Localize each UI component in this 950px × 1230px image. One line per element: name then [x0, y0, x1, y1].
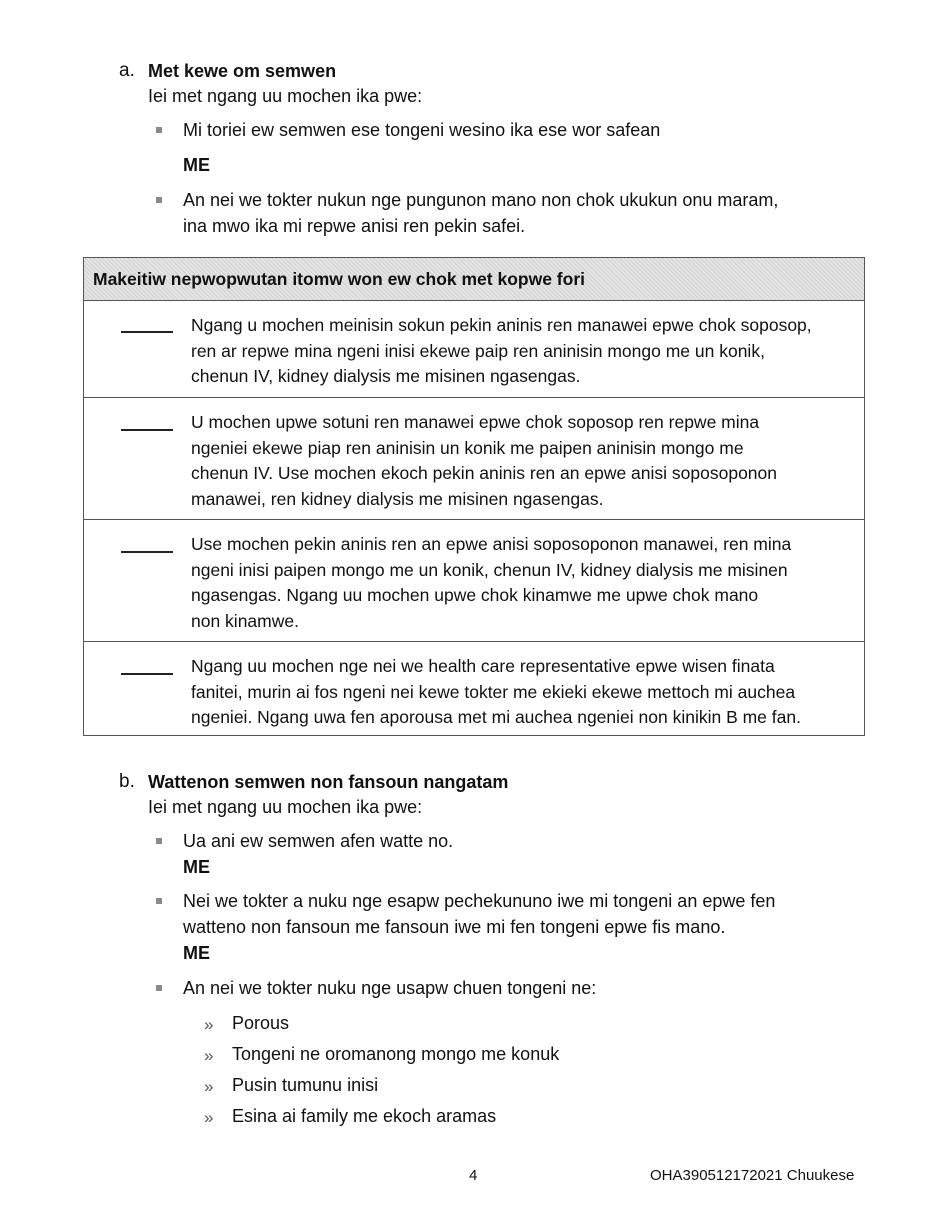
table-header-text: Makeitiw nepwopwutan itomw won ew chok met kopwe fori	[93, 269, 585, 289]
choices-table	[83, 257, 865, 736]
row-line: ngeniei. Ngang uwa fen aporousa met mi auchea ngeniei non kinikin B me fan.	[191, 707, 801, 727]
section-b-intro: Iei met ngang uu mochen ika pwe:	[148, 797, 423, 817]
section-b-bullet-2-line-1: Nei we tokter a nuku nge esapw pechekununo iwe mi tongeni an epwe fen	[183, 891, 776, 911]
table-row	[84, 519, 864, 641]
chevron-right-icon: »	[204, 1015, 214, 1034]
bullet-icon	[156, 127, 162, 133]
row-line: U mochen upwe sotuni ren manawei epwe chok soposop ren repwe mina	[191, 412, 760, 432]
bullet-icon	[156, 898, 162, 904]
document-id: OHA390512172021 Chuukese	[650, 1167, 855, 1184]
row-text	[191, 654, 801, 731]
bullet-icon	[156, 197, 162, 203]
row-line: fanitei, murin ai fos ngeni nei kewe tokter me ekieki ekewe mettoch mi auchea	[191, 681, 796, 702]
sub-item-1: Porous	[232, 1013, 290, 1033]
section-b-letter: b.	[119, 771, 135, 792]
section-b-bullet-2-line-2: watteno non fansoun me fansoun iwe mi fen tongeni epwe fis mano.	[183, 917, 726, 937]
row-text	[191, 313, 812, 390]
section-b-bullet-1: Ua ani ew semwen afen watte no.	[183, 831, 454, 851]
chevron-right-icon: »	[204, 1077, 214, 1096]
table-header	[84, 258, 864, 301]
table-row	[84, 397, 864, 519]
section-a-title: Met kewe om semwen	[148, 61, 337, 81]
section-b-connector-1: ME	[183, 857, 210, 877]
row-line: ngeniei ekewe piap ren aninisin un konik me paipen aninisin mongo me	[191, 437, 744, 458]
row-line: Ngang uu mochen nge nei we health care representative epwe wisen finata	[191, 656, 775, 676]
section-a-bullet-2-line-2: ina mwo ika mi repwe anisi ren pekin safei.	[183, 216, 526, 236]
initial-blank[interactable]	[121, 673, 173, 675]
row-line: manawei, ren kidney dialysis me misinen ngasengas.	[191, 488, 604, 509]
row-line: ngasengas. Ngang uu mochen upwe chok kinamwe me upwe chok mano	[191, 585, 759, 605]
sub-item-3: Pusin tumunu inisi	[232, 1075, 379, 1095]
section-a-connector: ME	[183, 155, 210, 175]
row-line: Ngang u mochen meinisin sokun pekin aninis ren manawei epwe chok soposop,	[191, 315, 812, 335]
row-line: ngeni inisi paipen mongo me un konik, chenun IV, kidney dialysis me misinen	[191, 559, 788, 580]
row-text	[191, 410, 777, 512]
row-line: non kinamwe.	[191, 610, 299, 631]
section-a-bullet-1: Mi toriei ew semwen ese tongeni wesino ika ese wor safean	[183, 120, 661, 140]
table-row	[84, 301, 864, 397]
initial-blank[interactable]	[121, 331, 173, 333]
row-line: Use mochen pekin aninis ren an epwe anisi soposoponon manawei, ren mina	[191, 534, 792, 554]
row-text	[191, 532, 791, 634]
chevron-right-icon: »	[204, 1108, 214, 1127]
table-row	[84, 641, 864, 735]
sub-item-2: Tongeni ne oromanong mongo me konuk	[232, 1044, 560, 1064]
row-line: chenun IV. Use mochen ekoch pekin aninis ren an epwe anisi soposoponon	[191, 463, 778, 483]
section-b-title: Wattenon semwen non fansoun nangatam	[148, 772, 509, 792]
section-a-intro: Iei met ngang uu mochen ika pwe:	[148, 86, 423, 106]
section-b-bullet-3: An nei we tokter nuku nge usapw chuen tongeni ne:	[183, 978, 597, 998]
initial-blank[interactable]	[121, 429, 173, 431]
section-a-bullet-2-line-1: An nei we tokter nukun nge pungunon mano non chok ukukun onu maram,	[183, 190, 779, 210]
section-b-connector-2: ME	[183, 943, 210, 963]
bullet-icon	[156, 838, 162, 844]
row-line: ren ar repwe mina ngeni inisi ekewe paip ren aninisin mongo me un konik,	[191, 340, 765, 361]
sub-item-4: Esina ai family me ekoch aramas	[232, 1106, 497, 1126]
row-line: chenun IV, kidney dialysis me misinen ngasengas.	[191, 366, 581, 386]
section-a-letter: a.	[119, 60, 135, 81]
initial-blank[interactable]	[121, 551, 173, 553]
chevron-right-icon: »	[204, 1046, 214, 1065]
bullet-icon	[156, 985, 162, 991]
page-number: 4	[469, 1167, 478, 1184]
